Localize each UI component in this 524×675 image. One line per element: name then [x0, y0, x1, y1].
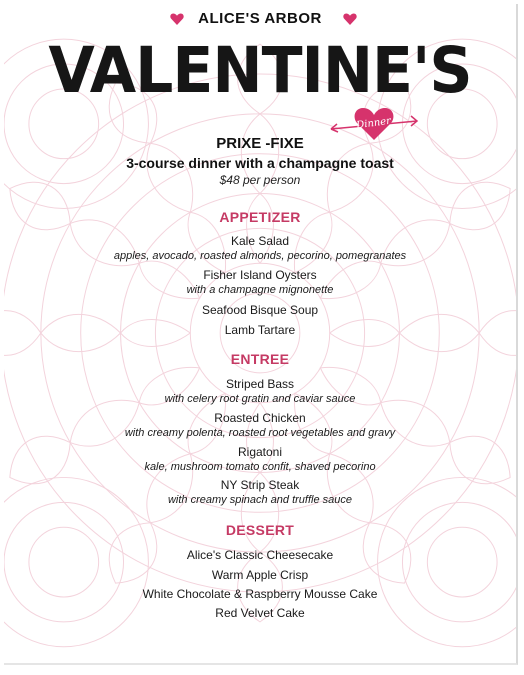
section-title-entree: ENTREE — [230, 351, 290, 367]
header-row — [4, 8, 516, 32]
section-title-appetizer: APPETIZER — [219, 209, 301, 225]
menu-item-name: Lamb Tartare — [224, 323, 296, 337]
dinner-badge-text: Dinner — [355, 115, 392, 132]
menu-item-desc: with creamy spinach and truffle sauce — [167, 494, 353, 506]
menu-item-name: White Chocolate & Raspberry Mousse Cake — [142, 587, 378, 601]
heart-icon — [343, 13, 357, 25]
menu-item-name: Alice's Classic Cheesecake — [186, 548, 334, 562]
menu-item-desc: apples, avocado, roasted almonds, pecorino, pomegranates — [113, 250, 407, 262]
menu-item-name: Seafood Bisque Soup — [201, 303, 319, 317]
section-title-dessert: DESSERT — [225, 522, 295, 538]
page-title: VALENTINE'S — [48, 34, 472, 108]
prixe-fixe-label: PRIXE -FIXE — [216, 135, 304, 152]
menu-subtitle: 3-course dinner with a champagne toast — [126, 155, 394, 171]
restaurant-name: ALICE'S ARBOR — [198, 10, 322, 27]
menu-item-name: Striped Bass — [225, 377, 295, 391]
menu-item-name: Kale Salad — [230, 234, 290, 248]
menu-item-desc: with creamy polenta, roasted root vegetables and gravy — [124, 427, 396, 439]
menu-item-name: Red Velvet Cake — [215, 606, 305, 620]
menu-item-desc: with a champagne mignonette — [186, 284, 334, 296]
menu-item-name: Fisher Island Oysters — [203, 268, 317, 282]
menu-item-name: Roasted Chicken — [214, 411, 306, 425]
menu-item-name: Warm Apple Crisp — [211, 568, 309, 582]
menu-item-name: Rigatoni — [237, 445, 283, 459]
menu-price: $48 per person — [219, 173, 301, 187]
menu-page — [4, 4, 518, 665]
menu-item-desc: with celery root gratin and caviar sauce — [164, 393, 356, 405]
menu-item-desc: kale, mushroom tomato confit, shaved pecorino — [144, 461, 376, 473]
menu-item-name: NY Strip Steak — [220, 478, 300, 492]
